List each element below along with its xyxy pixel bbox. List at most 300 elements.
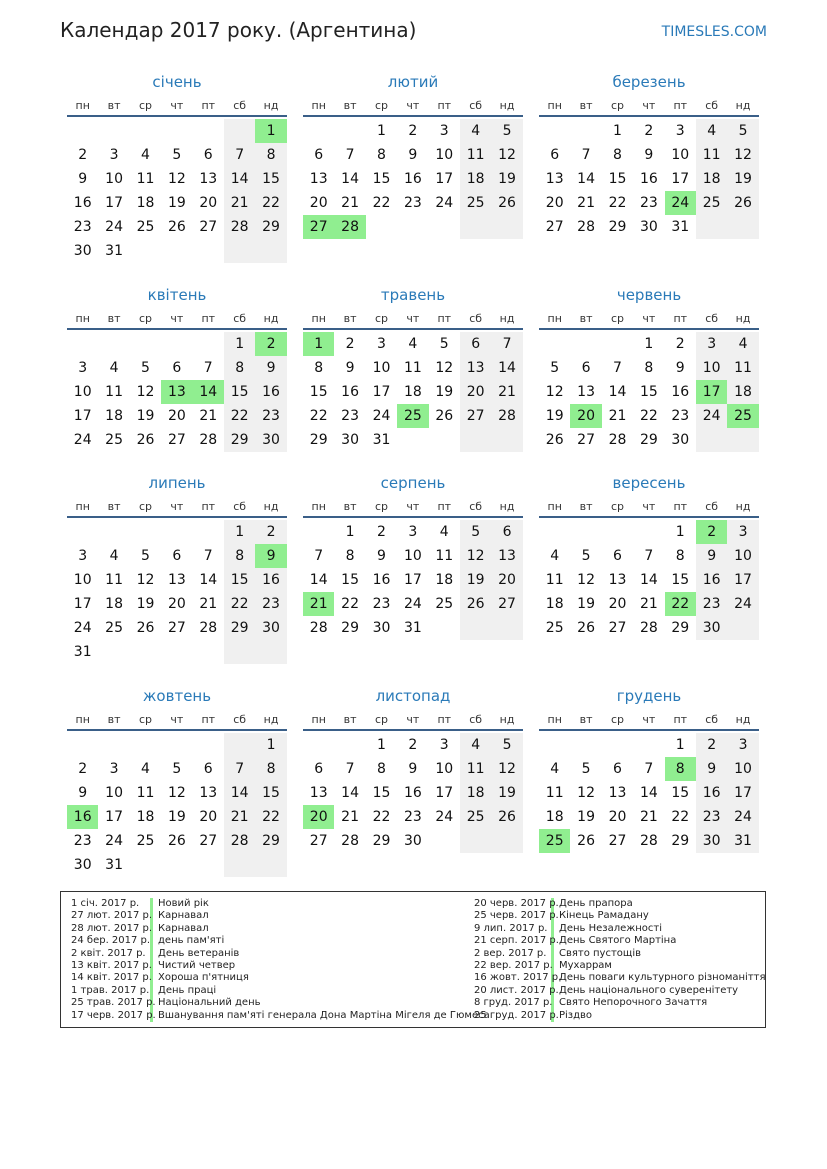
day-cell: 11 (460, 757, 491, 781)
day-cell: 15 (372, 171, 391, 187)
legend-row (474, 948, 765, 960)
day-cell: 22 (372, 809, 391, 825)
empty-cell (460, 428, 491, 452)
weekday-label: сб (705, 99, 719, 112)
weekday-label: пт (437, 312, 452, 325)
day-grid (303, 119, 523, 239)
empty-cell (460, 215, 491, 239)
day-grid (67, 119, 287, 263)
day-cell: 16 (696, 568, 727, 592)
empty-cell (460, 616, 491, 640)
day-cell: 14 (608, 384, 627, 400)
weekday-label: сб (705, 713, 719, 726)
day-cell: 12 (460, 544, 491, 568)
weekday-label: пт (673, 99, 688, 112)
day-cell: 28 (199, 620, 218, 636)
weekday-label: вт (579, 500, 593, 513)
day-cell: 11 (403, 360, 422, 376)
day-cell: 21 (639, 596, 658, 612)
legend-date: 22 вер. 2017 р. (474, 959, 553, 971)
weekday-label: ср (374, 99, 388, 112)
day-cell: 8 (224, 544, 255, 568)
brand-link[interactable]: TIMESLES.COM (661, 24, 767, 40)
weekday-label: пн (311, 99, 326, 112)
day-cell: 10 (435, 147, 454, 163)
day-cell: 12 (491, 757, 522, 781)
day-cell: 28 (608, 432, 627, 448)
day-cell: 28 (577, 219, 595, 235)
legend-row (71, 997, 490, 1009)
day-cell: 5 (581, 548, 591, 564)
day-cell: 3 (78, 360, 88, 376)
day-cell: 6 (550, 147, 560, 163)
day-cell: 2 (408, 123, 418, 139)
weekday-label: чт (170, 99, 184, 112)
empty-cell (67, 520, 98, 544)
empty-cell (130, 520, 161, 544)
day-cell: 5 (460, 520, 491, 544)
day-cell: 25 (435, 596, 454, 612)
weekday-label: чт (642, 713, 656, 726)
day-cell: 29 (255, 215, 286, 239)
month-name: липень (148, 474, 206, 492)
empty-cell (193, 520, 224, 544)
day-cell: 25 (460, 805, 491, 829)
legend-date: 17 черв. 2017 р. (71, 1009, 156, 1021)
day-cell: 14 (224, 781, 255, 805)
day-cell: 6 (203, 147, 213, 163)
weekday-label: вт (343, 500, 357, 513)
day-cell: 7 (581, 147, 591, 163)
day-cell: 17 (435, 785, 454, 801)
legend-date: 25 черв. 2017 р. (474, 910, 559, 922)
legend-date: 20 лист. 2017 р. (474, 984, 559, 996)
day-cell: 18 (727, 380, 758, 404)
empty-cell (98, 332, 129, 356)
day-cell: 3 (675, 123, 685, 139)
day-cell: 4 (696, 119, 727, 143)
day-cell: 10 (73, 572, 92, 588)
day-cell: 9 (408, 147, 418, 163)
day-grid (539, 332, 759, 452)
legend-row (71, 898, 490, 910)
day-cell: 30 (341, 432, 359, 448)
month-block (539, 687, 759, 853)
weekday-label: сб (233, 99, 247, 112)
day-cell: 9 (644, 147, 654, 163)
day-cell: 23 (341, 408, 359, 424)
day-cell: 15 (639, 384, 658, 400)
day-cell: 5 (581, 761, 591, 777)
legend-row (474, 935, 765, 947)
legend-holiday-name: Свято пустощів (559, 947, 642, 959)
empty-cell (161, 520, 192, 544)
month-block (539, 73, 759, 239)
day-cell: 14 (309, 572, 328, 588)
day-cell: 28 (309, 620, 328, 636)
weekday-label: ср (610, 713, 624, 726)
day-cell: 5 (439, 336, 449, 352)
day-cell: 4 (727, 332, 758, 356)
day-cell: 14 (341, 785, 359, 801)
empty-cell (696, 215, 727, 239)
legend-row (71, 923, 490, 935)
day-cell: 27 (608, 620, 627, 636)
legend-date: 2 квіт. 2017 р. (71, 948, 153, 960)
day-cell: 18 (403, 384, 422, 400)
day-cell: 11 (727, 356, 758, 380)
empty-cell (334, 733, 365, 757)
day-cell: 16 (696, 781, 727, 805)
day-cell: 1 (675, 737, 685, 753)
weekday-label: пн (547, 500, 562, 513)
day-cell: 2 (675, 336, 685, 352)
day-cell: 26 (167, 833, 186, 849)
day-cell: 11 (696, 143, 727, 167)
empty-cell (98, 640, 129, 664)
day-cell: 16 (403, 171, 422, 187)
legend-row (71, 910, 490, 922)
day-cell: 23 (255, 592, 286, 616)
empty-cell (130, 853, 161, 877)
day-cell: 15 (671, 785, 690, 801)
weekday-label: вт (579, 312, 593, 325)
empty-cell (255, 853, 286, 877)
day-cell: 15 (224, 380, 255, 404)
empty-cell (539, 119, 570, 143)
day-cell: 24 (696, 404, 727, 428)
empty-cell (161, 332, 192, 356)
day-cell: 30 (255, 616, 286, 640)
day-cell: 10 (105, 785, 123, 801)
day-cell: 9 (377, 548, 386, 564)
empty-cell (303, 119, 334, 143)
legend-holiday-name: День прапора (559, 898, 633, 909)
empty-cell (539, 733, 570, 757)
day-cell: 15 (255, 167, 286, 191)
day-cell: 12 (136, 572, 155, 588)
day-cell: 1 (613, 123, 622, 139)
day-cell: 6 (491, 520, 522, 544)
day-cell: 29 (224, 616, 255, 640)
day-cell: 26 (491, 191, 522, 215)
day-cell: 17 (403, 572, 422, 588)
day-cell: 3 (696, 332, 727, 356)
legend-date: 9 лип. 2017 р. (474, 923, 554, 935)
empty-cell (602, 520, 633, 544)
day-cell: 3 (109, 761, 119, 777)
day-cell: 11 (460, 143, 491, 167)
day-cell: 18 (460, 781, 491, 805)
legend-holiday-name: Хороша п'ятниця (158, 972, 249, 984)
day-cell: 19 (545, 408, 564, 424)
day-cell: 25 (460, 191, 491, 215)
day-cell: 3 (727, 733, 758, 757)
holiday-day-cell: 1 (303, 332, 334, 356)
day-cell: 24 (727, 805, 758, 829)
legend-date: 25 трав. 2017 р. (71, 997, 156, 1009)
month-block (303, 474, 523, 640)
page-title: Календар 2017 року. (Аргентина) (60, 18, 417, 42)
day-cell: 28 (491, 404, 522, 428)
day-cell: 23 (73, 219, 92, 235)
day-cell: 14 (491, 356, 522, 380)
day-cell: 20 (167, 408, 186, 424)
day-cell: 15 (372, 785, 391, 801)
legend-row (474, 910, 765, 922)
holiday-day-cell: 16 (67, 805, 98, 829)
day-cell: 23 (639, 195, 658, 211)
day-cell: 10 (435, 761, 454, 777)
day-cell: 24 (372, 408, 391, 424)
day-cell: 17 (727, 568, 758, 592)
month-name: серпень (380, 474, 446, 492)
day-cell: 4 (460, 733, 491, 757)
day-cell: 9 (675, 360, 685, 376)
month-block (67, 286, 287, 452)
day-cell: 19 (167, 195, 186, 211)
weekday-label: пт (437, 500, 452, 513)
day-cell: 20 (545, 195, 564, 211)
day-cell: 21 (224, 191, 255, 215)
weekday-label: пн (75, 312, 90, 325)
day-cell: 20 (309, 195, 328, 211)
day-cell: 1 (377, 737, 386, 753)
day-cell: 10 (696, 356, 727, 380)
day-cell: 13 (167, 572, 186, 588)
day-cell: 19 (136, 596, 155, 612)
day-cell: 10 (671, 147, 690, 163)
weekday-label: чт (406, 99, 420, 112)
day-cell: 8 (377, 761, 386, 777)
day-cell: 20 (491, 568, 522, 592)
empty-cell (429, 616, 460, 640)
day-cell: 28 (639, 833, 658, 849)
day-cell: 9 (696, 544, 727, 568)
legend-date: 24 бер. 2017 р. (71, 935, 153, 947)
weekday-label: нд (735, 312, 751, 325)
month-block (303, 73, 523, 239)
legend-holiday-name: День праці (158, 984, 217, 996)
legend-row (474, 997, 765, 1009)
day-cell: 26 (491, 805, 522, 829)
day-cell: 6 (613, 761, 622, 777)
day-cell: 28 (224, 215, 255, 239)
weekday-label: чт (406, 312, 420, 325)
weekday-label: чт (642, 99, 656, 112)
weekday-label: пт (673, 713, 688, 726)
legend-row (71, 1010, 490, 1022)
empty-cell (491, 616, 522, 640)
day-cell: 29 (255, 829, 286, 853)
day-cell: 19 (577, 596, 595, 612)
weekday-label: нд (499, 713, 515, 726)
legend-row (71, 935, 490, 947)
weekday-label: пн (311, 713, 326, 726)
day-cell: 26 (460, 592, 491, 616)
weekday-header (539, 713, 759, 731)
day-cell: 13 (309, 171, 328, 187)
legend-date: 14 квіт. 2017 р. (71, 972, 152, 984)
weekday-header (303, 713, 523, 731)
empty-cell (303, 733, 334, 757)
day-cell: 19 (491, 167, 522, 191)
day-cell: 13 (577, 384, 595, 400)
empty-cell (602, 332, 633, 356)
day-cell: 23 (73, 833, 92, 849)
day-cell: 14 (639, 785, 658, 801)
weekday-label: ср (138, 99, 152, 112)
day-cell: 19 (435, 384, 454, 400)
day-cell: 30 (73, 857, 92, 873)
legend-column-left (71, 898, 490, 1022)
day-cell: 11 (136, 171, 155, 187)
day-cell: 3 (78, 548, 88, 564)
day-cell: 7 (314, 548, 324, 564)
day-cell: 26 (545, 432, 564, 448)
day-cell: 27 (309, 833, 328, 849)
day-cell: 16 (255, 568, 286, 592)
legend-row (474, 960, 765, 972)
day-cell: 30 (696, 829, 727, 853)
day-cell: 21 (491, 380, 522, 404)
holiday-day-cell: 20 (303, 805, 334, 829)
legend-holiday-name: Чистий четвер (158, 959, 236, 971)
empty-cell (130, 119, 161, 143)
weekday-header (303, 99, 523, 117)
day-cell: 4 (141, 761, 150, 777)
empty-cell (130, 733, 161, 757)
day-cell: 5 (491, 119, 522, 143)
empty-cell (98, 733, 129, 757)
day-cell: 8 (224, 356, 255, 380)
day-cell: 29 (671, 833, 690, 849)
day-cell: 27 (545, 219, 564, 235)
day-cell: 1 (255, 733, 286, 757)
day-cell: 23 (255, 404, 286, 428)
weekday-label: нд (735, 500, 751, 513)
day-cell: 2 (78, 761, 88, 777)
legend-date: 28 лют. 2017 р. (71, 922, 153, 934)
day-cell: 25 (545, 620, 564, 636)
weekday-header (539, 500, 759, 518)
day-cell: 13 (608, 785, 627, 801)
day-cell: 14 (199, 572, 218, 588)
holiday-day-cell: 13 (161, 380, 192, 404)
legend-holiday-name: Кінець Рамадану (559, 910, 649, 922)
month-name: березень (612, 73, 686, 91)
month-block (303, 687, 523, 853)
legend-holiday-name: Мухаррам (559, 959, 612, 971)
month-name: червень (616, 286, 682, 304)
legend-column-right (474, 898, 765, 1022)
day-cell: 4 (550, 761, 560, 777)
day-cell: 10 (372, 360, 391, 376)
day-cell: 27 (199, 219, 218, 235)
weekday-header (539, 99, 759, 117)
day-cell: 4 (109, 548, 119, 564)
legend-holiday-name: День Святого Мартіна (559, 935, 677, 947)
empty-cell (491, 215, 522, 239)
weekday-label: сб (233, 312, 247, 325)
day-cell: 1 (644, 336, 654, 352)
month-block (539, 286, 759, 452)
day-cell: 7 (644, 761, 654, 777)
day-cell: 20 (608, 809, 627, 825)
weekday-label: пн (547, 713, 562, 726)
holiday-day-cell: 22 (665, 592, 696, 616)
day-cell: 16 (372, 572, 391, 588)
month-name: жовтень (142, 687, 212, 705)
day-cell: 26 (727, 191, 758, 215)
day-cell: 25 (105, 620, 123, 636)
month-name: вересень (612, 474, 686, 492)
day-cell: 10 (73, 384, 92, 400)
weekday-label: пт (201, 99, 216, 112)
day-cell: 12 (545, 384, 564, 400)
day-cell: 7 (491, 332, 522, 356)
day-cell: 17 (73, 408, 92, 424)
day-cell: 13 (460, 356, 491, 380)
weekday-label: сб (233, 713, 247, 726)
day-cell: 8 (314, 360, 324, 376)
day-cell: 10 (403, 548, 422, 564)
day-cell: 15 (608, 171, 627, 187)
day-cell: 12 (577, 572, 595, 588)
day-cell: 29 (608, 219, 627, 235)
day-cell: 18 (136, 809, 155, 825)
day-cell: 21 (199, 596, 218, 612)
day-cell: 26 (136, 432, 155, 448)
weekday-header (539, 312, 759, 330)
empty-cell (67, 733, 98, 757)
weekday-label: вт (107, 500, 121, 513)
day-cell: 4 (141, 147, 150, 163)
month-block (539, 474, 759, 640)
weekday-label: нд (263, 99, 279, 112)
day-cell: 30 (639, 219, 658, 235)
day-cell: 9 (255, 356, 286, 380)
empty-cell (727, 428, 758, 452)
legend-date: 8 груд. 2017 р. (474, 997, 553, 1009)
day-cell: 18 (435, 572, 454, 588)
holiday-day-cell: 9 (255, 544, 286, 568)
weekday-label: сб (705, 500, 719, 513)
day-grid (67, 520, 287, 664)
holiday-day-cell: 27 (303, 215, 334, 239)
legend-date: 27 лют. 2017 р. (71, 910, 153, 922)
day-cell: 8 (675, 548, 685, 564)
holiday-day-cell: 17 (696, 380, 727, 404)
day-cell: 1 (224, 332, 255, 356)
day-cell: 17 (727, 781, 758, 805)
day-cell: 12 (491, 143, 522, 167)
empty-cell (397, 215, 428, 239)
day-grid (303, 520, 523, 640)
day-cell: 23 (696, 805, 727, 829)
day-cell: 19 (167, 809, 186, 825)
day-cell: 8 (377, 147, 386, 163)
empty-cell (570, 520, 601, 544)
day-cell: 31 (372, 432, 391, 448)
empty-cell (255, 640, 286, 664)
day-cell: 20 (460, 380, 491, 404)
day-cell: 7 (203, 360, 213, 376)
day-cell: 15 (255, 781, 286, 805)
legend-holiday-name: Карнавал (158, 910, 209, 922)
weekday-label: чт (170, 312, 184, 325)
empty-cell (193, 332, 224, 356)
